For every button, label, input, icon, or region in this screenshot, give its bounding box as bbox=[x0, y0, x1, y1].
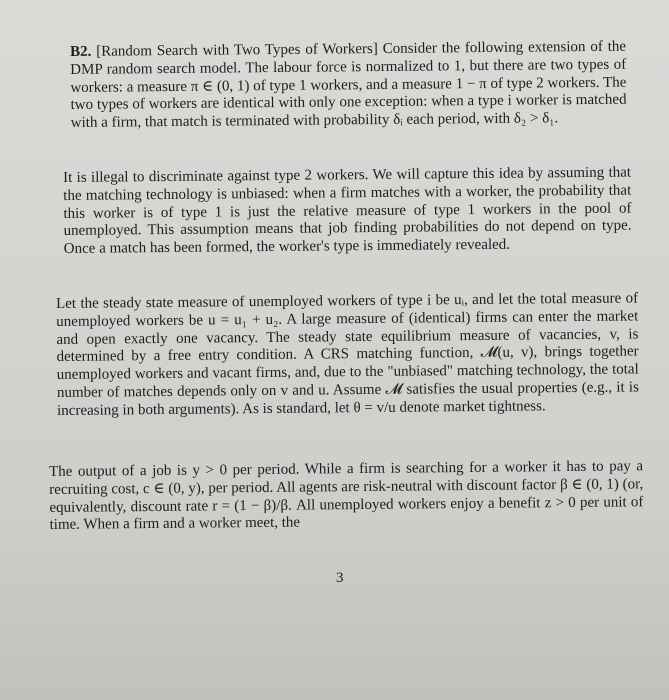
problem-intro-text: [Random Search with Two Types of Workers] Consider the following extension of the DMP random search model. The labour force is normalized to 1, but there are two types of workers: a measure π ∈ (0, 1) of type 1 workers, and a measure 1 − π of type 2 workers. The two types of workers are identical with only one exception: when a type i worker is matched with a firm, that match is terminated with probability δᵢ each period, with δ₂ > δ₁. bbox=[70, 38, 627, 132]
page-number: 3 bbox=[336, 570, 344, 586]
output-paragraph: The output of a job is y > 0 per period. While a firm is searching for a worker it has to pay a recruiting cost, c ∈ (0, y), per period. All agents are risk-neutral with discount factor β ∈ (0, 1) (or, equivalently, discount rate r = (1 − β)/β. All unemployed workers enjoy a benefit z > 0 per unit of time. When a firm and a worker meet, the bbox=[49, 458, 644, 534]
problem-b2-paragraph bbox=[70, 39, 627, 133]
discrimination-paragraph: It is illegal to discriminate against type 2 workers. We will capture this idea by assuming that the matching technology is unbiased: when a firm matches with a worker, the probability that this worker is of type 1 is just the relative measure of type 1 workers in the pool of unemployed. This assumption means that job finding probabilities do not depend on type. Once a match has been formed, the worker's type is immediately revealed. bbox=[63, 164, 632, 258]
problem-label: B2. bbox=[70, 43, 92, 60]
steady-state-paragraph: Let the steady state measure of unemployed workers of type i be uᵢ, and let the total measure of unemployed workers be u = u₁ + u₂. A large measure of (identical) firms can enter the market and open exactly one vacancy. The steady state equilibrium measure of vacancies, v, is determined by a free entry condition. A CRS matching function, 𝓜(u, v), brings together unemployed workers and vacant firms, and, due to the "unbiased" matching technology, the total number of matches depends only on v and u. Assume 𝓜 satisfies the usual properties (e.g., it is increasing in both arguments). As is standard, let θ = v/u denote market tightness. bbox=[56, 290, 639, 419]
